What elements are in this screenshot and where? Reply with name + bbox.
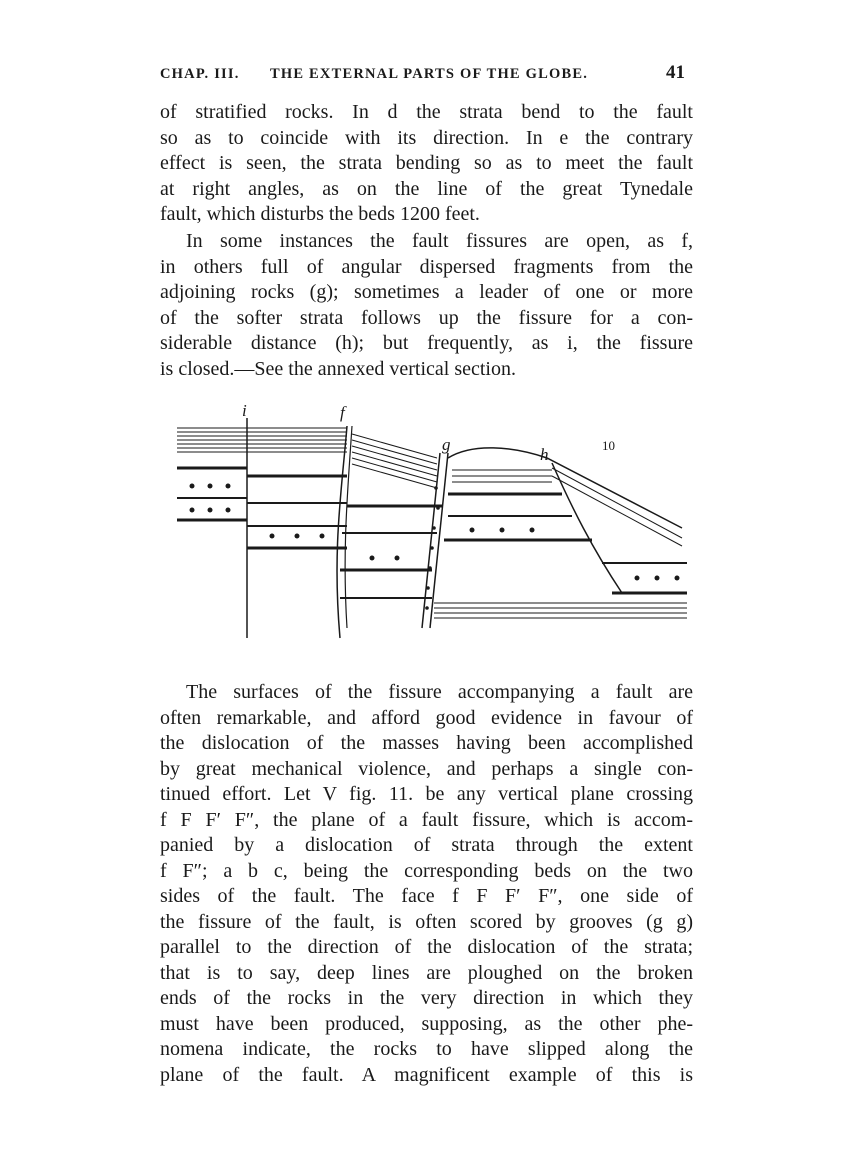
label-h: h xyxy=(540,445,549,464)
text-line: so as to coincide with its direction. In e the contrary xyxy=(160,126,693,149)
label-i: i xyxy=(242,401,247,420)
text-line: f F F′ F″, the plane of a fault fissure, which is accom- xyxy=(160,808,693,831)
text-line: the fissure of the fault, is often scored by grooves (g g) xyxy=(160,910,693,933)
text-line: that is to say, deep lines are ploughed on the broken xyxy=(160,961,693,984)
text-line: sides of the fault. The face f F F′ F″, one side of xyxy=(160,885,693,907)
text-line: fault, which disturbs the beds 1200 feet. xyxy=(160,203,480,225)
text-line: In some instances the fault fissures are open, as f, xyxy=(186,230,693,252)
label-f: f xyxy=(340,403,345,422)
chapter-label: CHAP. III. xyxy=(160,66,240,82)
text-line: panied by a dislocation of strata through the extent xyxy=(160,834,693,856)
text-line: at right angles, as on the line of the great Tynedale xyxy=(160,177,693,200)
text-line: often remarkable, and afford good evidence in favour of xyxy=(160,706,693,729)
text-line: The surfaces of the fissure accompanying a fault are xyxy=(186,681,693,703)
paragraph-3 xyxy=(160,680,693,1088)
text-line: tinued effort. Let V fig. 11. be any vertical plane crossing xyxy=(160,783,693,805)
text-line: adjoining rocks (g); sometimes a leader of one or more xyxy=(160,281,693,303)
paragraph-1 xyxy=(160,100,693,228)
fault-section-figure xyxy=(172,398,692,668)
text-line: by great mechanical violence, and perhaps a single con- xyxy=(160,757,693,780)
text-line: plane of the fault. A magnificent example of this is xyxy=(160,1063,693,1086)
fault-section-drawing xyxy=(172,398,692,668)
text-line: effect is seen, the strata bending so as to meet the fault xyxy=(160,152,693,174)
text-line: in others full of angular dispersed fragments from the xyxy=(160,255,693,278)
paragraph-2 xyxy=(160,229,693,382)
text-line: of stratified rocks. In d the strata bend to the fault xyxy=(160,101,693,123)
text-line: is closed.—See the annexed vertical section. xyxy=(160,357,516,380)
text-line: nomena indicate, the rocks to have slipped along the xyxy=(160,1038,693,1060)
text-line: ends of the rocks in the very direction in which they xyxy=(160,987,693,1009)
label-g: g xyxy=(442,435,451,454)
text-line: the dislocation of the masses having been accomplished xyxy=(160,732,693,754)
figure-number: 10 xyxy=(602,438,615,453)
text-line: f F″; a b c, being the corresponding beds on the two xyxy=(160,859,693,882)
text-line: of the softer strata follows up the fissure for a con- xyxy=(160,306,693,329)
running-title: THE EXTERNAL PARTS OF THE GLOBE. xyxy=(270,66,589,82)
text-line: parallel to the direction of the dislocation of the strata; xyxy=(160,936,693,958)
page-number: 41 xyxy=(666,62,685,83)
text-line: siderable distance (h); but frequently, as i, the fissure xyxy=(160,332,693,354)
text-line: must have been produced, supposing, as the other phe- xyxy=(160,1012,693,1035)
